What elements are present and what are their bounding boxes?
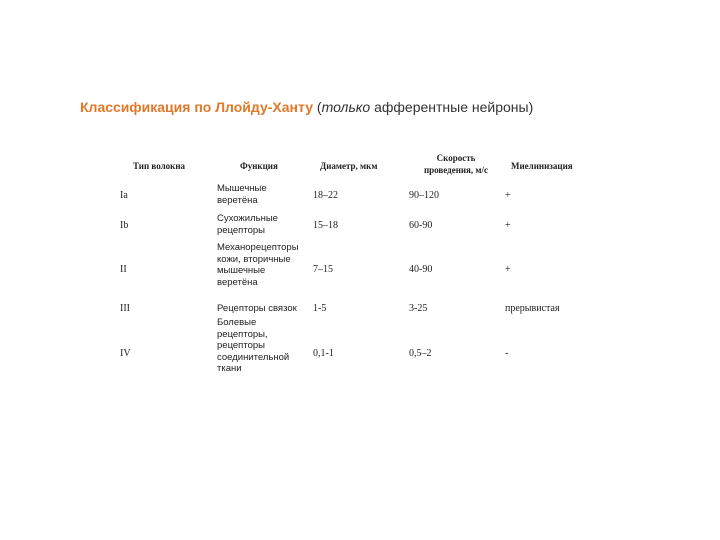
row-iv-diameter: 0,1-1: [313, 348, 334, 359]
row-iv-myelin: -: [505, 348, 509, 359]
header-function: Функция: [240, 161, 278, 171]
row-iv-type: IV: [120, 348, 131, 359]
header-diameter: Диаметр, мкм: [320, 161, 378, 171]
header-speed-line1: Скорость: [436, 153, 476, 163]
row-ii-function: Механорецепторы кожи, вторичные мышечные веретёна: [217, 242, 299, 288]
row-ib-myelin: +: [505, 220, 511, 231]
row-ia-myelin: +: [505, 190, 511, 201]
row-ia-function: Мышечные веретёна: [217, 183, 267, 206]
row-ib-function: Сухожильные рецепторы: [217, 213, 278, 236]
row-iii-function: Рецепторы связок: [217, 303, 297, 314]
row-iii-speed: 3-25: [409, 303, 428, 314]
slide-title: [80, 99, 533, 115]
row-ib-diameter: 15–18: [313, 220, 338, 231]
header-speed-line2: проведения, м/с: [423, 165, 489, 175]
title-italic: только: [321, 99, 371, 115]
header-myelin: Миелинизация: [511, 161, 573, 171]
row-ib-type: Ib: [120, 220, 129, 231]
row-ia-diameter: 18–22: [313, 190, 338, 201]
title-rest: афферентные нейроны): [370, 99, 534, 115]
row-ii-speed: 40-90: [409, 264, 433, 275]
row-iii-myelin: прерывистая: [505, 303, 560, 314]
row-ii-diameter: 7–15: [313, 264, 333, 275]
row-ii-type: II: [120, 264, 127, 275]
row-ia-type: Ia: [120, 190, 128, 201]
header-speed: [410, 152, 502, 176]
row-iii-diameter: 1-5: [313, 303, 327, 314]
row-ib-speed: 60-90: [409, 220, 433, 231]
header-type: Тип волокна: [133, 161, 186, 171]
row-iv-function: Болевые рецепторы, рецепторы соединительной ткани: [217, 317, 290, 374]
row-ia-speed: 90–120: [409, 190, 439, 201]
title-paren-open: (: [313, 99, 322, 115]
row-iv-speed: 0,5–2: [409, 348, 432, 359]
row-ii-myelin: +: [505, 264, 511, 275]
title-main: Классификация по Ллойду-Ханту: [80, 99, 313, 115]
row-iii-type: III: [120, 303, 130, 314]
